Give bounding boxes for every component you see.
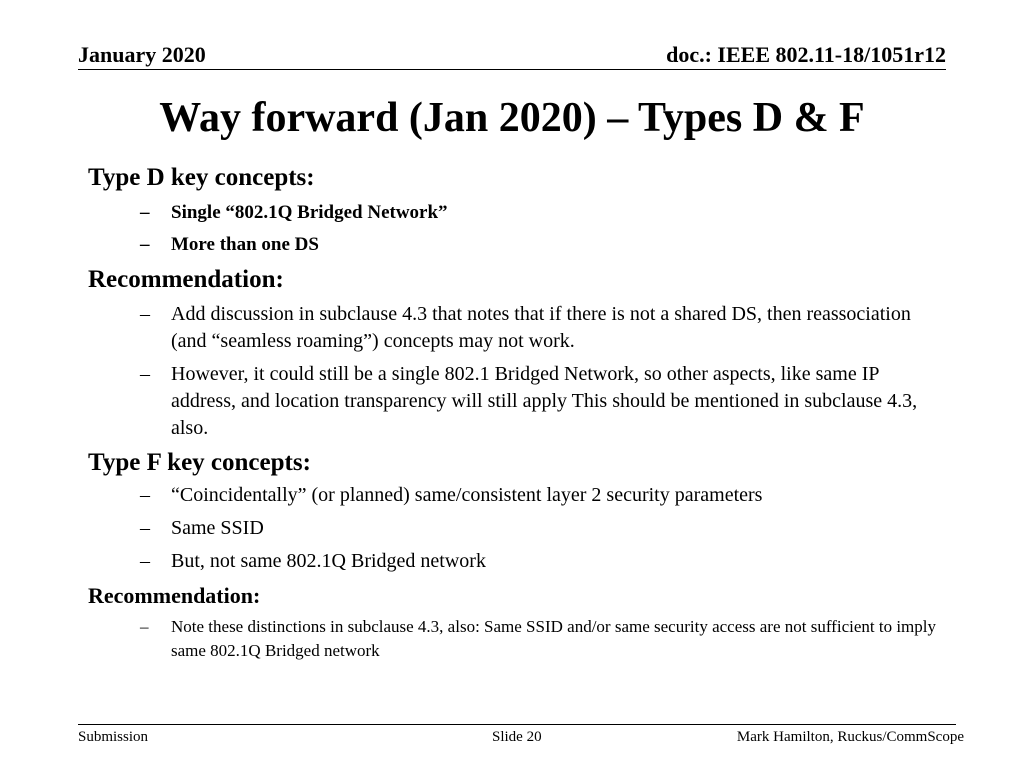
header-divider bbox=[78, 69, 946, 70]
type-d-heading: Type D key concepts: bbox=[88, 164, 315, 191]
header-date: January 2020 bbox=[78, 42, 206, 67]
type-d-item bbox=[88, 231, 948, 258]
footer-divider bbox=[78, 724, 956, 725]
recommendation-item-text: Add discussion in subclause 4.3 that notes that if there is not a shared DS, then reassociation (and “seamless roaming”) concepts may not work. bbox=[171, 303, 911, 352]
bullet-dash: – bbox=[140, 517, 150, 539]
recommendation-item-text: Note these distinctions in subclause 4.3, also: Same SSID and/or same security access are not sufficient to imply same 802.1Q Bridged network bbox=[171, 617, 936, 660]
slide-body bbox=[88, 162, 948, 663]
bullet-dash: – bbox=[140, 363, 150, 385]
footer-submission: Submission bbox=[78, 729, 149, 745]
bullet-dash: – bbox=[140, 617, 149, 636]
bullet-dash: – bbox=[140, 484, 150, 506]
recommendation-heading-2: Recommendation: bbox=[88, 583, 261, 608]
type-d-item-text: Single “802.1Q Bridged Network” bbox=[171, 202, 448, 223]
footer-slide-number: Slide 20 bbox=[492, 729, 542, 745]
recommendation-heading: Recommendation: bbox=[88, 266, 284, 293]
header-doc-id: doc.: IEEE 802.11-18/1051r12 bbox=[666, 42, 946, 67]
recommendation-item bbox=[88, 301, 948, 355]
type-f-item-text: Same SSID bbox=[171, 517, 264, 539]
type-d-item-text: More than one DS bbox=[171, 234, 319, 255]
type-f-item bbox=[88, 482, 948, 509]
slide-title: Way forward (Jan 2020) – Types D & F bbox=[159, 95, 865, 141]
type-f-item bbox=[88, 548, 948, 575]
type-f-item-text: But, not same 802.1Q Bridged network bbox=[171, 550, 486, 572]
footer-author: Mark Hamilton, Ruckus/CommScope bbox=[736, 729, 964, 745]
type-f-item bbox=[88, 515, 948, 542]
type-d-item bbox=[88, 199, 948, 226]
type-f-item-text: “Coincidentally” (or planned) same/consistent layer 2 security parameters bbox=[171, 484, 763, 506]
bullet-dash: – bbox=[140, 303, 150, 325]
recommendation-item-text: However, it could still be a single 802.1 Bridged Network, so other aspects, like same IP address, and location transparency will still apply This should be mentioned in subclause 4.3, also. bbox=[171, 363, 918, 439]
bullet-dash: – bbox=[140, 202, 150, 223]
recommendation-item bbox=[88, 615, 948, 663]
bullet-dash: – bbox=[140, 550, 150, 572]
bullet-dash: – bbox=[140, 234, 150, 255]
recommendation-item bbox=[88, 361, 948, 442]
type-f-heading: Type F key concepts: bbox=[88, 449, 311, 476]
